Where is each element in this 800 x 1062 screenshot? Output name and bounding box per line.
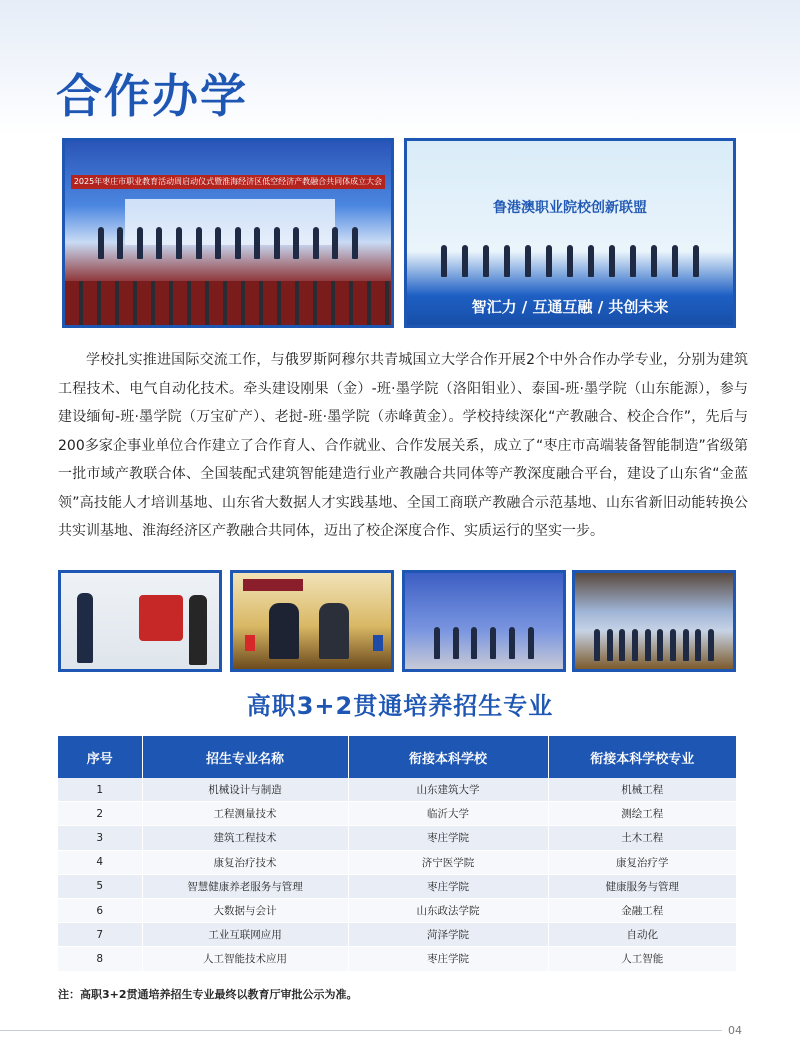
table-row bbox=[58, 874, 736, 898]
table-row bbox=[58, 923, 736, 947]
header-university: 衔接本科学校 bbox=[348, 736, 548, 778]
table-row bbox=[58, 778, 736, 802]
header-university-major: 衔接本科学校专业 bbox=[548, 736, 736, 778]
page-title: 合作办学 bbox=[56, 69, 248, 123]
photo-agreement-signing bbox=[230, 570, 394, 672]
cell-university-major: 健康服务与管理 bbox=[548, 874, 736, 898]
table-row bbox=[58, 802, 736, 826]
cell-major-name: 建筑工程技术 bbox=[142, 826, 348, 850]
cell-university-major: 测绘工程 bbox=[548, 802, 736, 826]
majors-title: 高职3+2贯通培养招生专业 bbox=[246, 692, 554, 720]
photo-group-on-stage bbox=[572, 570, 736, 672]
cell-university: 菏泽学院 bbox=[348, 923, 548, 947]
table-row bbox=[58, 850, 736, 874]
cell-index: 5 bbox=[58, 874, 142, 898]
cell-university-major: 机械工程 bbox=[548, 778, 736, 802]
cell-major-name: 工业互联网应用 bbox=[142, 923, 348, 947]
cell-major-name: 人工智能技术应用 bbox=[142, 947, 348, 971]
cell-university: 济宁医学院 bbox=[348, 850, 548, 874]
cell-university: 山东政法学院 bbox=[348, 898, 548, 922]
cell-major-name: 工程测量技术 bbox=[142, 802, 348, 826]
cell-index: 7 bbox=[58, 923, 142, 947]
stage-people bbox=[91, 219, 365, 259]
photo-plaque-unveiling bbox=[58, 570, 222, 672]
cell-university: 枣庄学院 bbox=[348, 874, 548, 898]
cell-university-major: 土木工程 bbox=[548, 826, 736, 850]
cell-major-name: 大数据与会计 bbox=[142, 898, 348, 922]
cell-index: 8 bbox=[58, 947, 142, 971]
cell-major-name: 智慧健康养老服务与管理 bbox=[142, 874, 348, 898]
cell-major-name: 康复治疗技术 bbox=[142, 850, 348, 874]
page-number: 04 bbox=[728, 1024, 742, 1037]
alliance-slogan: 智汇力 / 互通互融 / 共创未来 bbox=[471, 298, 669, 316]
cell-index: 4 bbox=[58, 850, 142, 874]
cell-index: 3 bbox=[58, 826, 142, 850]
footnote: 注：高职3+2贯通培养招生专业最终以教育厅审批公示为准。 bbox=[58, 988, 358, 1001]
cell-university: 山东建筑大学 bbox=[348, 778, 548, 802]
majors-table bbox=[58, 736, 736, 972]
cell-university-major: 人工智能 bbox=[548, 947, 736, 971]
cell-major-name: 机械设计与制造 bbox=[142, 778, 348, 802]
cell-university: 枣庄学院 bbox=[348, 826, 548, 850]
cell-university: 枣庄学院 bbox=[348, 947, 548, 971]
table-header-row bbox=[58, 736, 736, 778]
header-index: 序号 bbox=[58, 736, 142, 778]
footer-divider bbox=[0, 1030, 722, 1031]
alliance-banner: 鲁港澳职业院校创新联盟 bbox=[493, 200, 647, 216]
photo-alliance-ceremony bbox=[404, 138, 736, 328]
conference-banner: 2025年枣庄市职业教育活动周启动仪式暨淮海经济区低空经济产教融合共同体成立大会 bbox=[71, 175, 385, 189]
intro-paragraph: 学校扎实推进国际交流工作，与俄罗斯阿穆尔共青城国立大学合作开展2个中外合作办学专业，分别为建筑工程技术、电气自动化技术。牵头建设刚果（金）-班·墨学院（洛阳钼业）、泰国-班·墨学院（山东能源），参与建设缅甸-班·墨学院（万宝矿产）、老挝-班·墨学院（赤峰黄金）。学校持续深化“产教融合、校企合作”，先后与200多家企事业单位合作建立了合作育人、合作就业、合作发展关系，成立了“枣庄市高端装备智能制造”省级第一批市域产教联合体、全国装配式建筑智能建造行业产教融合共同体等产教深度融合平台，建设了山东省“金蓝领”高技能人才培训基地、山东省大数据人才实践基地、全国工商联产教融合示范基地、山东省新旧动能转换公共实训基地、淮海经济区产教融合共同体，迈出了校企深度合作、实质运行的坚实一步。 bbox=[58, 352, 748, 539]
cell-index: 6 bbox=[58, 898, 142, 922]
cell-university-major: 金融工程 bbox=[548, 898, 736, 922]
cell-university-major: 自动化 bbox=[548, 923, 736, 947]
table-row bbox=[58, 826, 736, 850]
photo-conference-stage bbox=[62, 138, 394, 328]
header-major-name: 招生专业名称 bbox=[142, 736, 348, 778]
table-row bbox=[58, 947, 736, 971]
cell-index: 1 bbox=[58, 778, 142, 802]
cell-university-major: 康复治疗学 bbox=[548, 850, 736, 874]
ceremony-people bbox=[433, 237, 707, 277]
cell-index: 2 bbox=[58, 802, 142, 826]
table-row bbox=[58, 898, 736, 922]
photo-platform-award bbox=[402, 570, 566, 672]
cell-university: 临沂大学 bbox=[348, 802, 548, 826]
